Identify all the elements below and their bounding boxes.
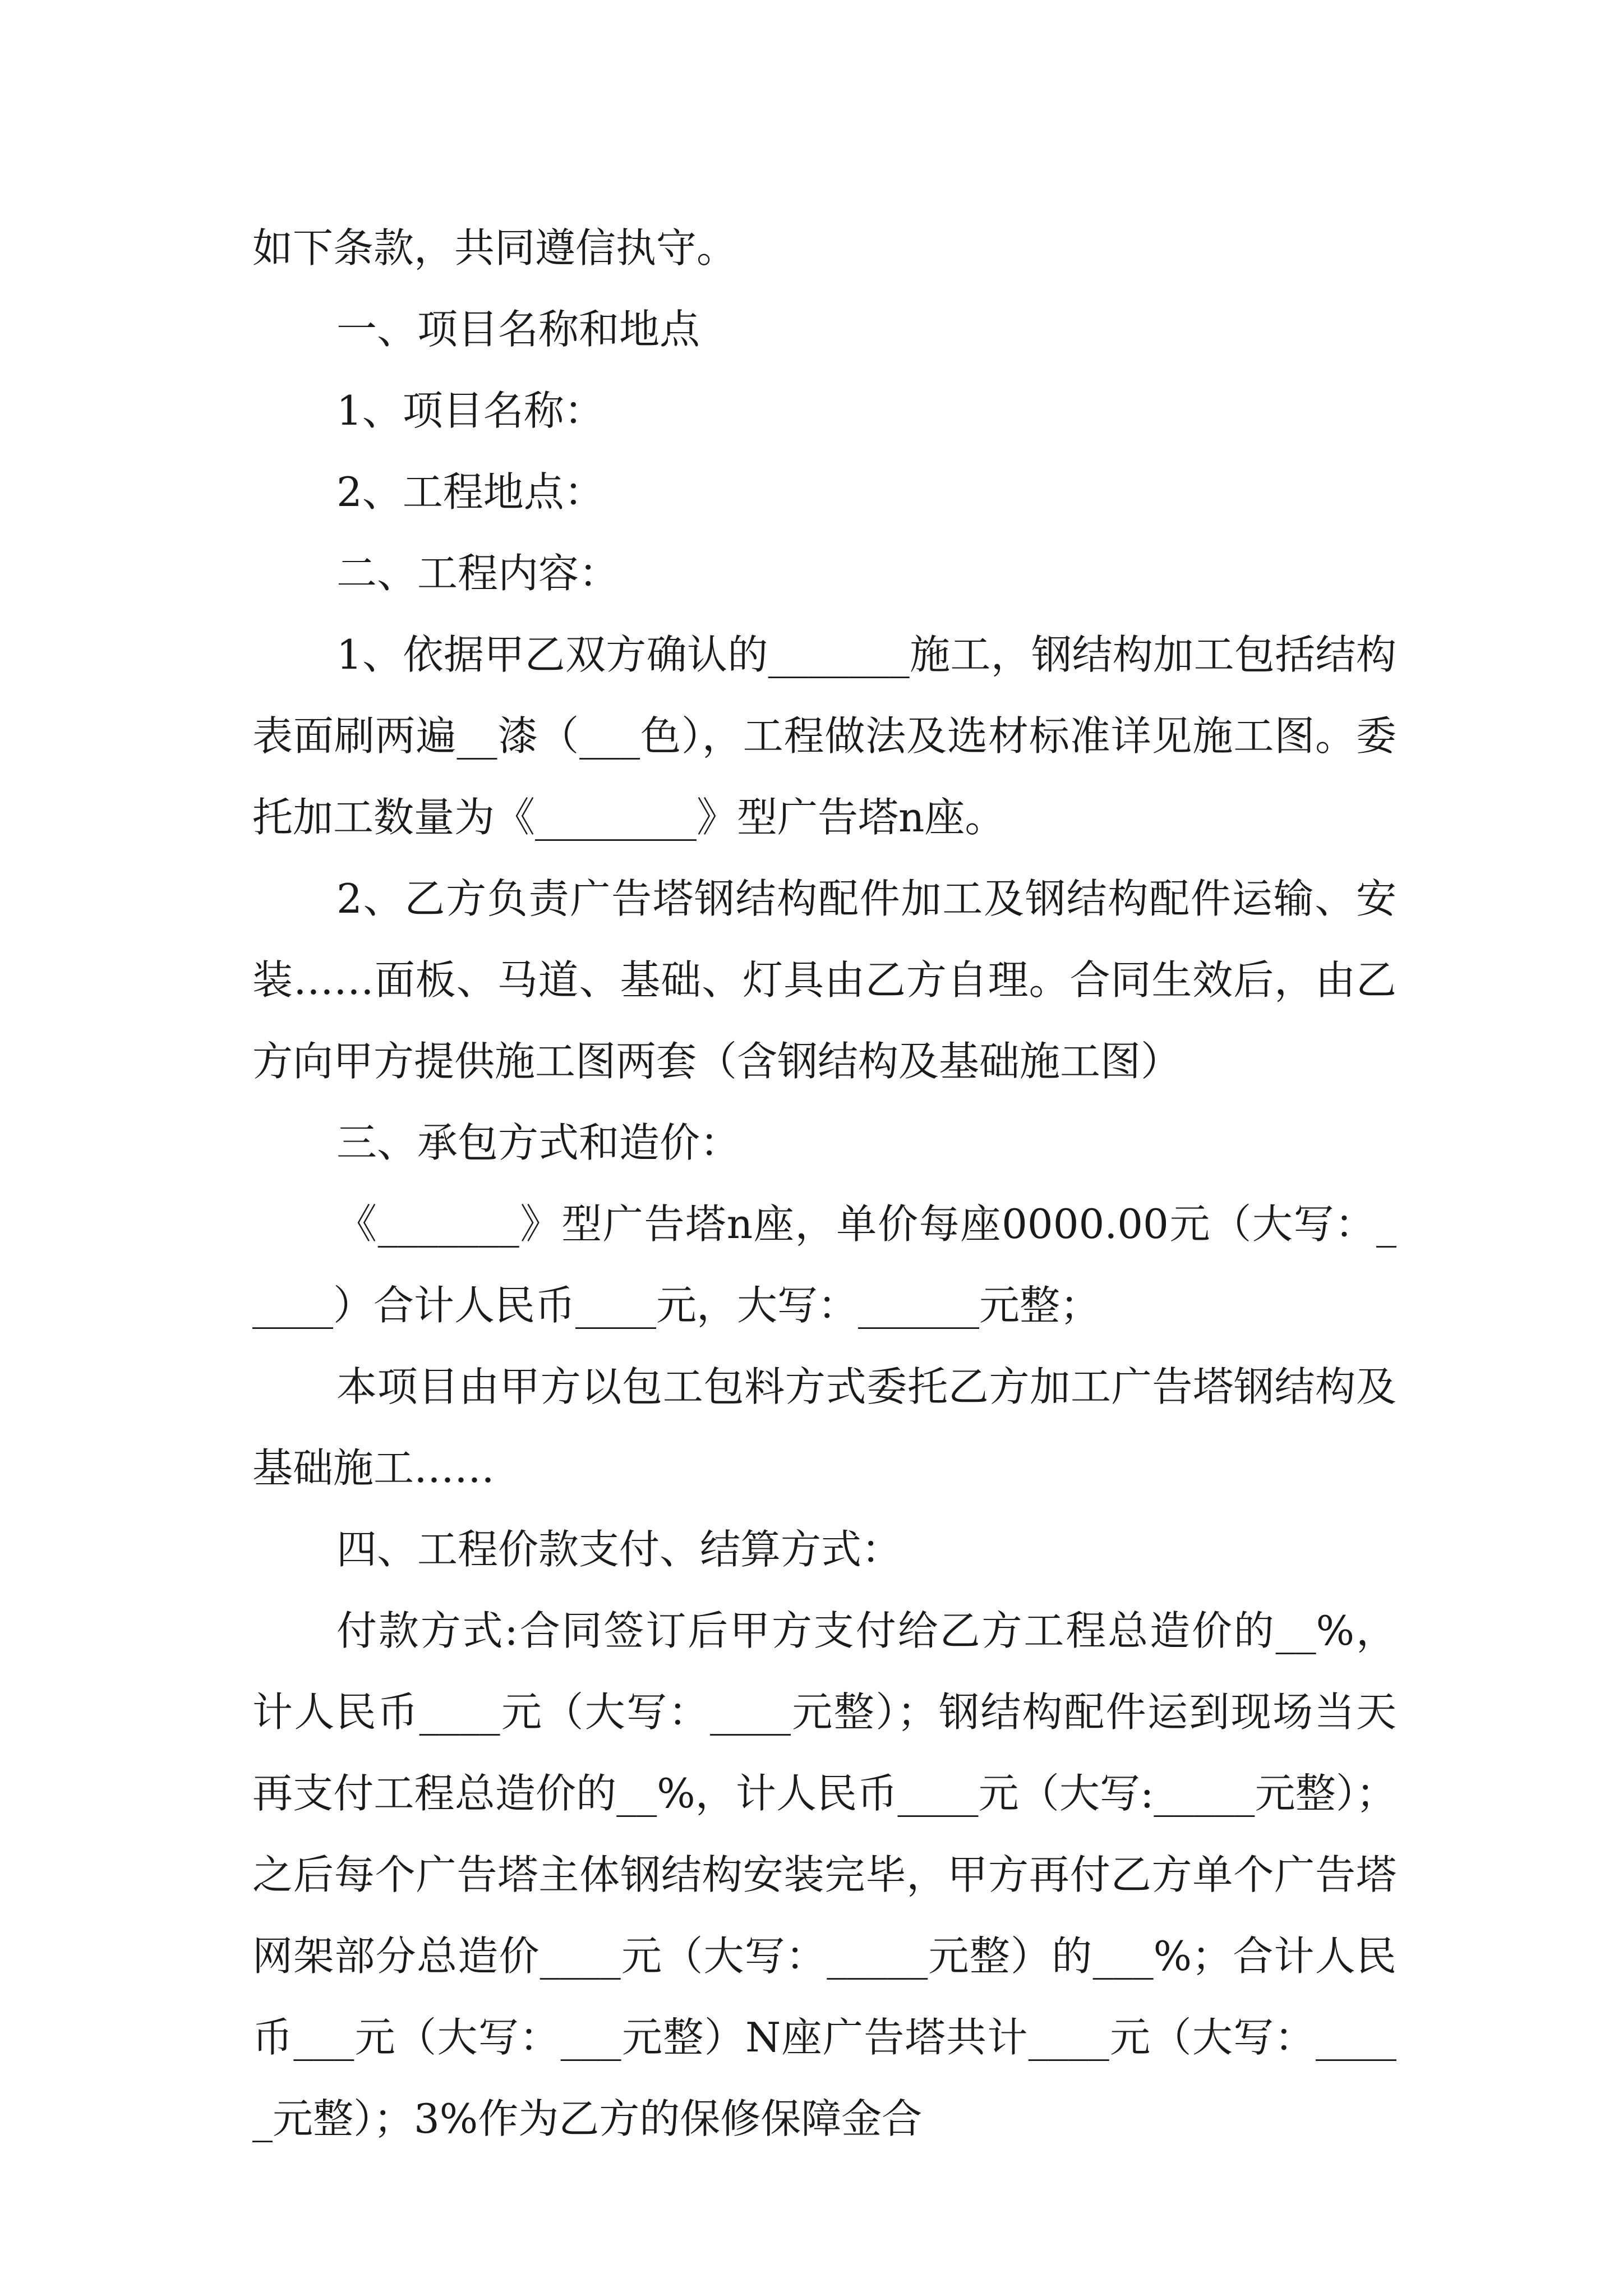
paragraph-contract-scope: 本项目由甲方以包工包料方式委托乙方加工广告塔钢结构及基础施工…… bbox=[252, 1363, 1396, 1492]
item-project-location: 2、工程地点： bbox=[336, 468, 605, 516]
section-heading-1: 一、项目名称和地点 bbox=[336, 306, 700, 353]
item-project-name: 1、项目名称： bbox=[336, 387, 605, 434]
section-heading-4: 四、工程价款支付、结算方式： bbox=[336, 1526, 902, 1573]
section-heading-2: 二、工程内容： bbox=[336, 550, 620, 597]
paragraph-intro-closing: 如下条款，共同遵信执守。 bbox=[252, 224, 737, 272]
paragraph-payment-terms: 付款方式:合同签订后甲方支付给乙方工程总造价的__%，计人民币____元（大写：____元整）；钢结构配件运到现场当天再支付工程总造价的__%，计人民币____元（大写:_____元整）；之后每个广告塔主体钢结构安装完毕，甲方再付乙方单个广告塔网架部分总造价____元（大写：_____元整）的___%；合计人民币___元（大写：___元整）N座广告塔共计____元（大写：_____元整）；3%作为乙方的保修保障金合 bbox=[252, 1607, 1396, 2142]
section-heading-3: 三、承包方式和造价： bbox=[336, 1119, 741, 1166]
paragraph-work-content-1: 1、依据甲乙双方确认的_______施工，钢结构加工包括结构表面刷两遍__漆（___色），工程做法及选材标准详见施工图。委托加工数量为《________》型广告塔n座。 bbox=[252, 631, 1396, 841]
paragraph-work-content-2: 2、乙方负责广告塔钢结构配件加工及钢结构配件运输、安装……面板、马道、基础、灯具由乙方自理。合同生效后，由乙方向甲方提供施工图两套（含钢结构及基础施工图） bbox=[252, 875, 1396, 1085]
document-body bbox=[252, 208, 1396, 2160]
paragraph-pricing: 《_______》型广告塔n座，单价每座0000.00元（大写：_____）合计人民币____元，大写：______元整； bbox=[252, 1200, 1396, 1329]
